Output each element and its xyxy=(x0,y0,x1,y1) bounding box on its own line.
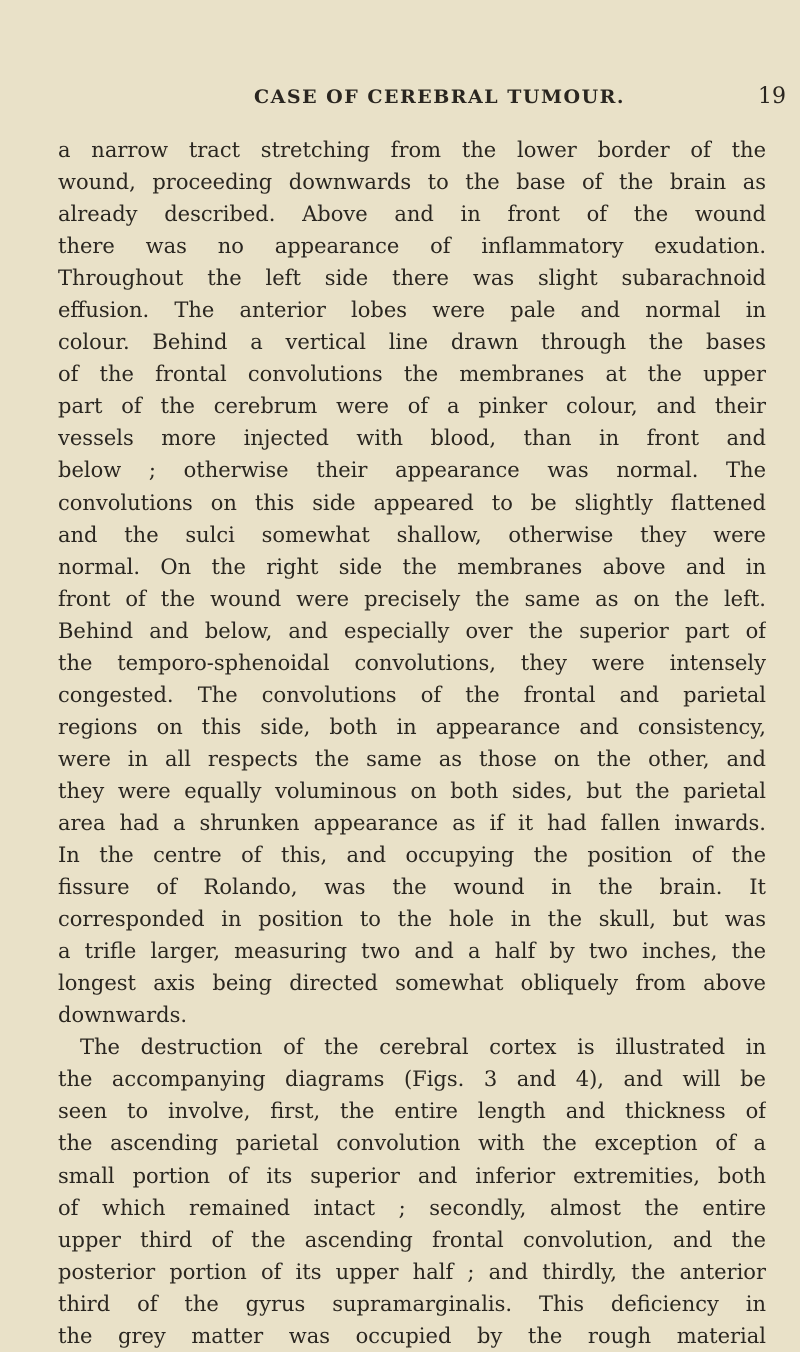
text-line: seen to involve, first, the entire length and thickness of xyxy=(58,1099,766,1124)
text-line: a narrow tract stretching from the lower border of the xyxy=(58,138,766,162)
text-line: and the sulci somewhat shallow, otherwise they were xyxy=(58,522,766,547)
paragraph-last-line: downwards. xyxy=(58,1003,188,1028)
text-line: longest axis being directed somewhat obliquely from above xyxy=(58,971,766,996)
text-line: the accompanying diagrams (Figs. 3 and 4), and will be xyxy=(58,1067,766,1092)
text-line: convolutions on this side appeared to be slightly flattened xyxy=(58,490,766,515)
text-line: third of the gyrus supramarginalis. This deficiency in xyxy=(58,1291,766,1316)
text-line: effusion. The anterior lobes were pale and normal in xyxy=(58,298,766,323)
text-line: corresponded in position to the hole in the skull, but was xyxy=(58,907,766,932)
text-line: part of the cerebrum were of a pinker colour, and their xyxy=(58,394,766,419)
text-line: of the frontal convolutions the membranes at the upper xyxy=(58,362,766,387)
running-title: CASE OF CEREBRAL TUMOUR. xyxy=(254,86,626,108)
text-line: small portion of its superior and inferior extremities, both xyxy=(58,1163,766,1188)
text-line: wound, proceeding downwards to the base of the brain as xyxy=(58,170,766,195)
text-line: they were equally voluminous on both sides, but the parietal xyxy=(58,778,766,803)
text-line: Behind and below, and especially over the superior part of xyxy=(58,618,766,643)
text-line: congested. The convolutions of the frontal and parietal xyxy=(58,682,766,707)
body-text xyxy=(58,134,766,1352)
text-line: In the centre of this, and occupying the position of the xyxy=(58,843,766,868)
text-line: regions on this side, both in appearance and consistency, xyxy=(58,714,766,739)
text-line: fissure of Rolando, was the wound in the brain. It xyxy=(58,875,766,900)
text-line: below ; otherwise their appearance was normal. The xyxy=(58,458,766,483)
text-line: normal. On the right side the membranes above and in xyxy=(58,554,766,579)
text-line: upper third of the ascending frontal convolution, and the xyxy=(58,1227,766,1252)
text-line: a trifle larger, measuring two and a half by two inches, the xyxy=(58,939,766,964)
text-line: posterior portion of its upper half ; and thirdly, the anterior xyxy=(58,1259,766,1284)
text-line: the grey matter was occupied by the rough material xyxy=(58,1323,766,1348)
text-line: area had a shrunken appearance as if it had fallen inwards. xyxy=(58,810,766,835)
text-line: were in all respects the same as those on the other, and xyxy=(58,746,766,771)
page-number: 19 xyxy=(758,84,786,109)
text-line: front of the wound were precisely the same as on the left. xyxy=(58,586,766,611)
text-line: the ascending parietal convolution with the exception of a xyxy=(58,1131,766,1156)
running-head xyxy=(0,86,800,116)
text-line: of which remained intact ; secondly, almost the entire xyxy=(58,1195,766,1220)
text-line: the temporo-sphenoidal convolutions, they were intensely xyxy=(58,650,766,675)
text-line: there was no appearance of inflammatory exudation. xyxy=(58,234,766,259)
text-line: Throughout the left side there was slight subarachnoid xyxy=(58,266,766,291)
text-line: colour. Behind a vertical line drawn through the bases xyxy=(58,330,766,355)
text-line: already described. Above and in front of the wound xyxy=(58,202,766,227)
paragraph-first-line: The destruction of the cerebral cortex is illustrated in xyxy=(80,1035,766,1060)
text-line: vessels more injected with blood, than in front and xyxy=(58,426,766,451)
